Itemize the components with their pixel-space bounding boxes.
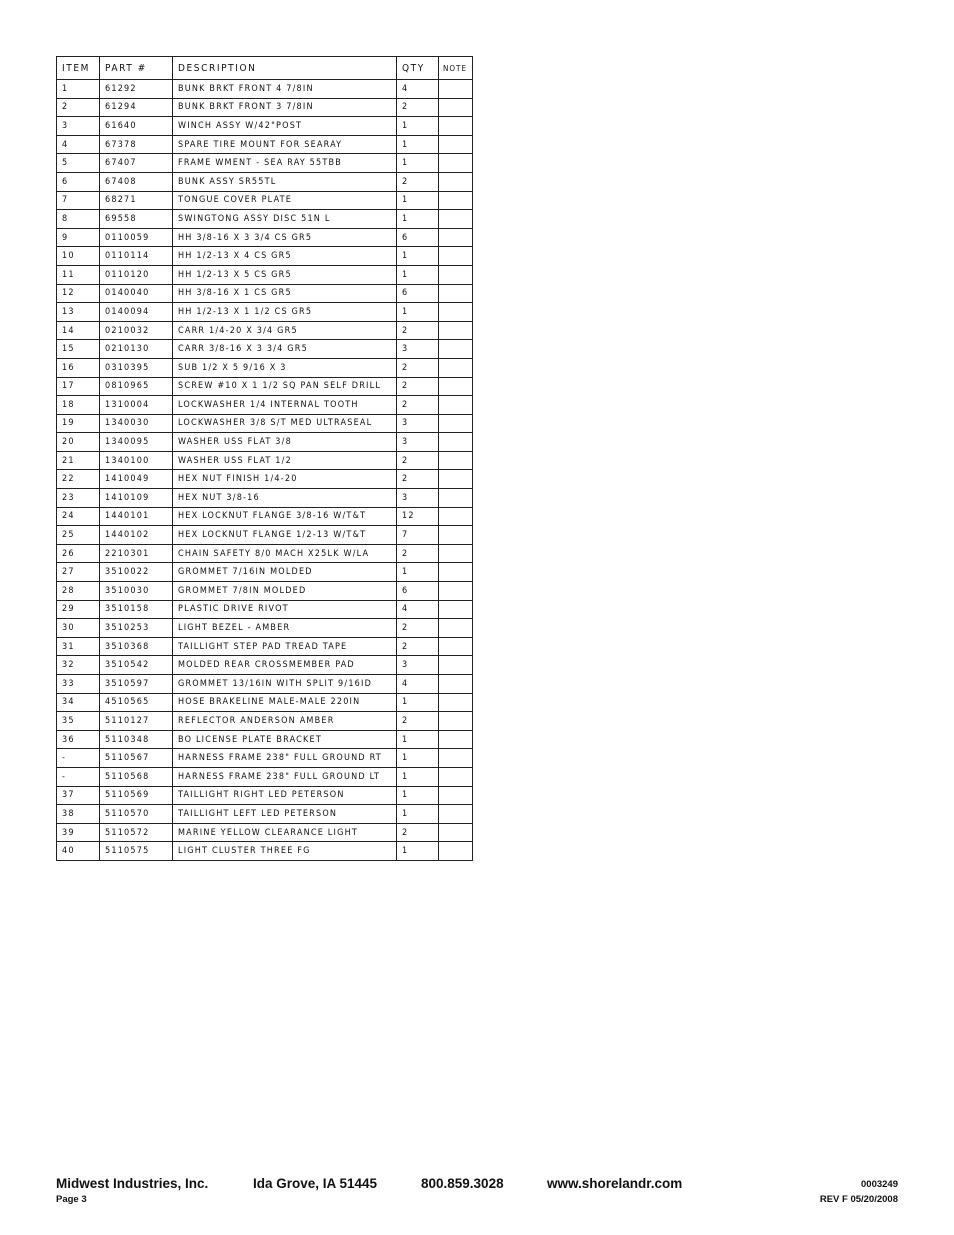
note-cell bbox=[439, 451, 473, 470]
description-cell: HOSE BRAKELINE MALE-MALE 220IN bbox=[173, 693, 397, 712]
description-cell: CHAIN SAFETY 8/0 MACH X25LK W/LA bbox=[173, 544, 397, 563]
note-cell bbox=[439, 377, 473, 396]
description-cell: WASHER USS FLAT 3/8 bbox=[173, 433, 397, 452]
note-cell bbox=[439, 358, 473, 377]
page-footer bbox=[56, 1176, 898, 1208]
qty-cell: 2 bbox=[397, 619, 439, 638]
description-cell: TONGUE COVER PLATE bbox=[173, 191, 397, 210]
description-cell: SUB 1/2 X 5 9/16 X 3 bbox=[173, 358, 397, 377]
part-number-cell: 5110568 bbox=[100, 767, 173, 786]
qty-cell: 3 bbox=[397, 433, 439, 452]
item-cell: 15 bbox=[57, 340, 100, 359]
qty-cell: 1 bbox=[397, 265, 439, 284]
item-cell: 22 bbox=[57, 470, 100, 489]
part-number-cell: 5110348 bbox=[100, 730, 173, 749]
table-row bbox=[57, 712, 473, 731]
note-cell bbox=[439, 98, 473, 117]
qty-cell: 1 bbox=[397, 767, 439, 786]
description-cell: GROMMET 7/16IN MOLDED bbox=[173, 563, 397, 582]
table-row bbox=[57, 98, 473, 117]
note-cell bbox=[439, 767, 473, 786]
qty-cell: 1 bbox=[397, 154, 439, 173]
header-qty: QTY bbox=[397, 57, 439, 80]
part-number-cell: 0140040 bbox=[100, 284, 173, 303]
note-cell bbox=[439, 470, 473, 489]
description-cell: HH 1/2-13 X 5 CS GR5 bbox=[173, 265, 397, 284]
table-row bbox=[57, 303, 473, 322]
item-cell: 32 bbox=[57, 656, 100, 675]
header-part-number: PART # bbox=[100, 57, 173, 80]
part-number-cell: 61294 bbox=[100, 98, 173, 117]
note-cell bbox=[439, 619, 473, 638]
qty-cell: 2 bbox=[397, 544, 439, 563]
qty-cell: 2 bbox=[397, 377, 439, 396]
qty-cell: 2 bbox=[397, 451, 439, 470]
parts-list-table bbox=[56, 56, 473, 861]
description-cell: FRAME WMENT - SEA RAY 55TBB bbox=[173, 154, 397, 173]
qty-cell: 1 bbox=[397, 210, 439, 229]
item-cell: 1 bbox=[57, 80, 100, 99]
note-cell bbox=[439, 693, 473, 712]
table-row bbox=[57, 619, 473, 638]
item-cell: 11 bbox=[57, 265, 100, 284]
part-number-cell: 1340030 bbox=[100, 414, 173, 433]
description-cell: BO LICENSE PLATE BRACKET bbox=[173, 730, 397, 749]
part-number-cell: 0210032 bbox=[100, 321, 173, 340]
item-cell: 39 bbox=[57, 823, 100, 842]
qty-cell: 3 bbox=[397, 414, 439, 433]
item-cell: 27 bbox=[57, 563, 100, 582]
table-row bbox=[57, 154, 473, 173]
item-cell: - bbox=[57, 767, 100, 786]
note-cell bbox=[439, 321, 473, 340]
note-cell bbox=[439, 600, 473, 619]
item-cell: 34 bbox=[57, 693, 100, 712]
item-cell: 31 bbox=[57, 637, 100, 656]
qty-cell: 4 bbox=[397, 600, 439, 619]
item-cell: 18 bbox=[57, 396, 100, 415]
table-row bbox=[57, 693, 473, 712]
description-cell: MARINE YELLOW CLEARANCE LIGHT bbox=[173, 823, 397, 842]
description-cell: SPARE TIRE MOUNT FOR SEARAY bbox=[173, 135, 397, 154]
description-cell: LIGHT BEZEL - AMBER bbox=[173, 619, 397, 638]
description-cell: HH 1/2-13 X 1 1/2 CS GR5 bbox=[173, 303, 397, 322]
part-number-cell: 0810965 bbox=[100, 377, 173, 396]
qty-cell: 6 bbox=[397, 228, 439, 247]
table-row bbox=[57, 489, 473, 508]
table-row bbox=[57, 117, 473, 136]
qty-cell: 12 bbox=[397, 507, 439, 526]
item-cell: 33 bbox=[57, 675, 100, 694]
table-row bbox=[57, 172, 473, 191]
description-cell: HH 3/8-16 X 1 CS GR5 bbox=[173, 284, 397, 303]
note-cell bbox=[439, 247, 473, 266]
qty-cell: 2 bbox=[397, 712, 439, 731]
part-number-cell: 1410109 bbox=[100, 489, 173, 508]
qty-cell: 1 bbox=[397, 191, 439, 210]
note-cell bbox=[439, 396, 473, 415]
table-row bbox=[57, 805, 473, 824]
qty-cell: 1 bbox=[397, 749, 439, 768]
part-number-cell: 1410049 bbox=[100, 470, 173, 489]
table-row bbox=[57, 544, 473, 563]
note-cell bbox=[439, 154, 473, 173]
part-number-cell: 0140094 bbox=[100, 303, 173, 322]
description-cell: HEX LOCKNUT FLANGE 1/2-13 W/T&T bbox=[173, 526, 397, 545]
note-cell bbox=[439, 712, 473, 731]
table-row bbox=[57, 414, 473, 433]
description-cell: BUNK BRKT FRONT 3 7/8IN bbox=[173, 98, 397, 117]
item-cell: 6 bbox=[57, 172, 100, 191]
table-row bbox=[57, 340, 473, 359]
note-cell bbox=[439, 433, 473, 452]
description-cell: HEX NUT FINISH 1/4-20 bbox=[173, 470, 397, 489]
item-cell: 30 bbox=[57, 619, 100, 638]
part-number-cell: 61292 bbox=[100, 80, 173, 99]
item-cell: 7 bbox=[57, 191, 100, 210]
table-header-row bbox=[57, 57, 473, 80]
part-number-cell: 0310395 bbox=[100, 358, 173, 377]
parts-table-body bbox=[57, 80, 473, 861]
part-number-cell: 2210301 bbox=[100, 544, 173, 563]
part-number-cell: 3510253 bbox=[100, 619, 173, 638]
description-cell: TAILLIGHT RIGHT LED PETERSON bbox=[173, 786, 397, 805]
description-cell: LIGHT CLUSTER THREE FG bbox=[173, 842, 397, 861]
item-cell: 9 bbox=[57, 228, 100, 247]
part-number-cell: 3510542 bbox=[100, 656, 173, 675]
part-number-cell: 3510368 bbox=[100, 637, 173, 656]
note-cell bbox=[439, 805, 473, 824]
part-number-cell: 69558 bbox=[100, 210, 173, 229]
item-cell: 29 bbox=[57, 600, 100, 619]
qty-cell: 1 bbox=[397, 842, 439, 861]
part-number-cell: 67407 bbox=[100, 154, 173, 173]
item-cell: 36 bbox=[57, 730, 100, 749]
qty-cell: 2 bbox=[397, 396, 439, 415]
item-cell: 17 bbox=[57, 377, 100, 396]
item-cell: 19 bbox=[57, 414, 100, 433]
note-cell bbox=[439, 303, 473, 322]
note-cell bbox=[439, 265, 473, 284]
note-cell bbox=[439, 842, 473, 861]
part-number-cell: 3510158 bbox=[100, 600, 173, 619]
item-cell: 16 bbox=[57, 358, 100, 377]
table-row bbox=[57, 767, 473, 786]
description-cell: PLASTIC DRIVE RIVOT bbox=[173, 600, 397, 619]
item-cell: 8 bbox=[57, 210, 100, 229]
qty-cell: 1 bbox=[397, 303, 439, 322]
table-row bbox=[57, 377, 473, 396]
table-row bbox=[57, 228, 473, 247]
part-number-cell: 0110120 bbox=[100, 265, 173, 284]
note-cell bbox=[439, 823, 473, 842]
note-cell bbox=[439, 526, 473, 545]
part-number-cell: 0110114 bbox=[100, 247, 173, 266]
note-cell bbox=[439, 544, 473, 563]
qty-cell: 2 bbox=[397, 321, 439, 340]
header-item: ITEM bbox=[57, 57, 100, 80]
part-number-cell: 1440102 bbox=[100, 526, 173, 545]
note-cell bbox=[439, 582, 473, 601]
part-number-cell: 1340095 bbox=[100, 433, 173, 452]
table-row bbox=[57, 451, 473, 470]
item-cell: 24 bbox=[57, 507, 100, 526]
description-cell: TAILLIGHT STEP PAD TREAD TAPE bbox=[173, 637, 397, 656]
part-number-cell: 67408 bbox=[100, 172, 173, 191]
item-cell: 28 bbox=[57, 582, 100, 601]
note-cell bbox=[439, 228, 473, 247]
note-cell bbox=[439, 135, 473, 154]
qty-cell: 2 bbox=[397, 637, 439, 656]
qty-cell: 2 bbox=[397, 823, 439, 842]
table-row bbox=[57, 823, 473, 842]
table-row bbox=[57, 749, 473, 768]
description-cell: LOCKWASHER 3/8 S/T MED ULTRASEAL bbox=[173, 414, 397, 433]
description-cell: GROMMET 7/8IN MOLDED bbox=[173, 582, 397, 601]
table-row bbox=[57, 210, 473, 229]
note-cell bbox=[439, 210, 473, 229]
item-cell: 13 bbox=[57, 303, 100, 322]
note-cell bbox=[439, 730, 473, 749]
note-cell bbox=[439, 172, 473, 191]
company-phone: 800.859.3028 bbox=[421, 1176, 504, 1191]
description-cell: HH 1/2-13 X 4 CS GR5 bbox=[173, 247, 397, 266]
header-note: NOTE bbox=[439, 57, 473, 80]
item-cell: 20 bbox=[57, 433, 100, 452]
description-cell: LOCKWASHER 1/4 INTERNAL TOOTH bbox=[173, 396, 397, 415]
company-website: www.shorelandr.com bbox=[547, 1176, 683, 1191]
qty-cell: 1 bbox=[397, 730, 439, 749]
footer-contact-line bbox=[56, 1176, 898, 1192]
item-cell: 10 bbox=[57, 247, 100, 266]
description-cell: HARNESS FRAME 238" FULL GROUND RT bbox=[173, 749, 397, 768]
part-number-cell: 5110127 bbox=[100, 712, 173, 731]
description-cell: HEX NUT 3/8-16 bbox=[173, 489, 397, 508]
description-cell: CARR 3/8-16 X 3 3/4 GR5 bbox=[173, 340, 397, 359]
description-cell: BUNK ASSY SR55TL bbox=[173, 172, 397, 191]
item-cell: 3 bbox=[57, 117, 100, 136]
note-cell bbox=[439, 507, 473, 526]
table-row bbox=[57, 433, 473, 452]
qty-cell: 6 bbox=[397, 582, 439, 601]
table-row bbox=[57, 284, 473, 303]
description-cell: GROMMET 13/16IN WITH SPLIT 9/16ID bbox=[173, 675, 397, 694]
table-row bbox=[57, 675, 473, 694]
item-cell: 40 bbox=[57, 842, 100, 861]
item-cell: 21 bbox=[57, 451, 100, 470]
item-cell: 37 bbox=[57, 786, 100, 805]
note-cell bbox=[439, 786, 473, 805]
company-name: Midwest Industries, Inc. bbox=[56, 1176, 209, 1191]
item-cell: 12 bbox=[57, 284, 100, 303]
item-cell: 26 bbox=[57, 544, 100, 563]
part-number-cell: 1340100 bbox=[100, 451, 173, 470]
description-cell: HH 3/8-16 X 3 3/4 CS GR5 bbox=[173, 228, 397, 247]
table-row bbox=[57, 656, 473, 675]
item-cell: 25 bbox=[57, 526, 100, 545]
table-row bbox=[57, 786, 473, 805]
company-location: Ida Grove, IA 51445 bbox=[253, 1176, 378, 1191]
description-cell: CARR 1/4-20 X 3/4 GR5 bbox=[173, 321, 397, 340]
note-cell bbox=[439, 563, 473, 582]
qty-cell: 3 bbox=[397, 340, 439, 359]
table-row bbox=[57, 637, 473, 656]
part-number-cell: 5110570 bbox=[100, 805, 173, 824]
item-cell: 23 bbox=[57, 489, 100, 508]
note-cell bbox=[439, 489, 473, 508]
description-cell: TAILLIGHT LEFT LED PETERSON bbox=[173, 805, 397, 824]
revision-date: REV F 05/20/2008 bbox=[819, 1194, 898, 1205]
table-row bbox=[57, 582, 473, 601]
item-cell: - bbox=[57, 749, 100, 768]
part-number-cell: 1440101 bbox=[100, 507, 173, 526]
qty-cell: 3 bbox=[397, 489, 439, 508]
table-row bbox=[57, 526, 473, 545]
table-row bbox=[57, 470, 473, 489]
qty-cell: 1 bbox=[397, 117, 439, 136]
description-cell: WINCH ASSY W/42"POST bbox=[173, 117, 397, 136]
item-cell: 38 bbox=[57, 805, 100, 824]
qty-cell: 2 bbox=[397, 358, 439, 377]
part-number-cell: 68271 bbox=[100, 191, 173, 210]
description-cell: SWINGTONG ASSY DISC 51N L bbox=[173, 210, 397, 229]
item-cell: 5 bbox=[57, 154, 100, 173]
part-number-cell: 5110572 bbox=[100, 823, 173, 842]
part-number-cell: 0110059 bbox=[100, 228, 173, 247]
description-cell: HEX LOCKNUT FLANGE 3/8-16 W/T&T bbox=[173, 507, 397, 526]
page-number: Page 3 bbox=[56, 1194, 87, 1205]
qty-cell: 1 bbox=[397, 786, 439, 805]
table-row bbox=[57, 563, 473, 582]
note-cell bbox=[439, 637, 473, 656]
qty-cell: 2 bbox=[397, 470, 439, 489]
note-cell bbox=[439, 191, 473, 210]
qty-cell: 2 bbox=[397, 172, 439, 191]
description-cell: WASHER USS FLAT 1/2 bbox=[173, 451, 397, 470]
description-cell: HARNESS FRAME 238" FULL GROUND LT bbox=[173, 767, 397, 786]
part-number-cell: 1310004 bbox=[100, 396, 173, 415]
item-cell: 4 bbox=[57, 135, 100, 154]
qty-cell: 1 bbox=[397, 693, 439, 712]
table-row bbox=[57, 730, 473, 749]
part-number-cell: 3510597 bbox=[100, 675, 173, 694]
table-row bbox=[57, 358, 473, 377]
part-number-cell: 3510022 bbox=[100, 563, 173, 582]
note-cell bbox=[439, 80, 473, 99]
note-cell bbox=[439, 749, 473, 768]
qty-cell: 1 bbox=[397, 247, 439, 266]
table-row bbox=[57, 80, 473, 99]
part-number-cell: 67378 bbox=[100, 135, 173, 154]
part-number-cell: 0210130 bbox=[100, 340, 173, 359]
part-number-cell: 61640 bbox=[100, 117, 173, 136]
part-number-cell: 5110575 bbox=[100, 842, 173, 861]
description-cell: REFLECTOR ANDERSON AMBER bbox=[173, 712, 397, 731]
qty-cell: 7 bbox=[397, 526, 439, 545]
item-cell: 35 bbox=[57, 712, 100, 731]
description-cell: BUNK BRKT FRONT 4 7/8IN bbox=[173, 80, 397, 99]
part-number-cell: 5110567 bbox=[100, 749, 173, 768]
qty-cell: 6 bbox=[397, 284, 439, 303]
note-cell bbox=[439, 284, 473, 303]
table-row bbox=[57, 842, 473, 861]
part-number-cell: 5110569 bbox=[100, 786, 173, 805]
description-cell: MOLDED REAR CROSSMEMBER PAD bbox=[173, 656, 397, 675]
table-row bbox=[57, 396, 473, 415]
note-cell bbox=[439, 656, 473, 675]
table-row bbox=[57, 265, 473, 284]
item-cell: 2 bbox=[57, 98, 100, 117]
part-number-cell: 4510565 bbox=[100, 693, 173, 712]
footer-meta-line bbox=[56, 1194, 898, 1208]
table-row bbox=[57, 191, 473, 210]
table-row bbox=[57, 135, 473, 154]
note-cell bbox=[439, 340, 473, 359]
note-cell bbox=[439, 675, 473, 694]
note-cell bbox=[439, 117, 473, 136]
table-row bbox=[57, 600, 473, 619]
table-row bbox=[57, 321, 473, 340]
table-row bbox=[57, 247, 473, 266]
qty-cell: 1 bbox=[397, 563, 439, 582]
description-cell: SCREW #10 X 1 1/2 SQ PAN SELF DRILL bbox=[173, 377, 397, 396]
note-cell bbox=[439, 414, 473, 433]
header-description: DESCRIPTION bbox=[173, 57, 397, 80]
qty-cell: 2 bbox=[397, 98, 439, 117]
document-number: 0003249 bbox=[861, 1179, 898, 1190]
table-row bbox=[57, 507, 473, 526]
qty-cell: 3 bbox=[397, 656, 439, 675]
item-cell: 14 bbox=[57, 321, 100, 340]
part-number-cell: 3510030 bbox=[100, 582, 173, 601]
qty-cell: 4 bbox=[397, 675, 439, 694]
qty-cell: 1 bbox=[397, 805, 439, 824]
qty-cell: 4 bbox=[397, 80, 439, 99]
qty-cell: 1 bbox=[397, 135, 439, 154]
